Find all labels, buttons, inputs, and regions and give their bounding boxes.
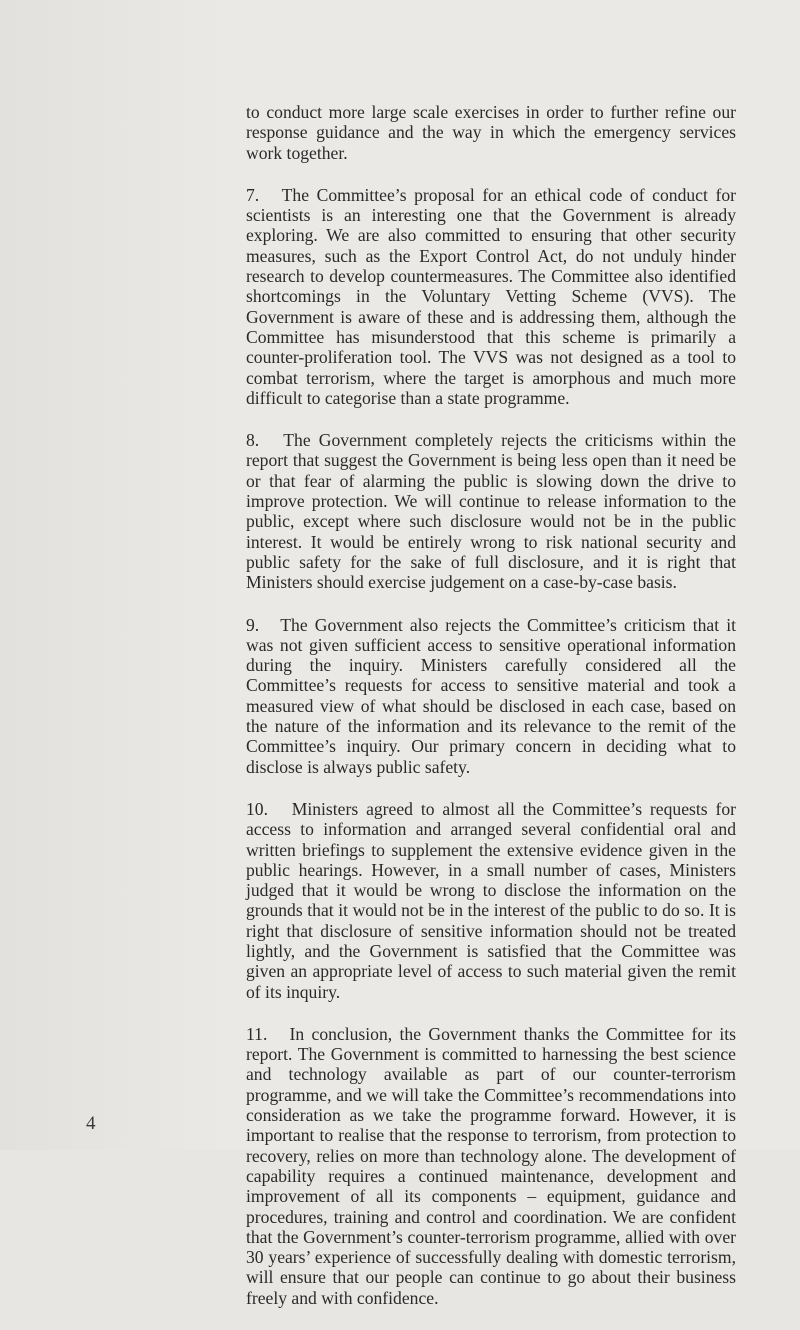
paragraph-number: 11. (246, 1023, 268, 1044)
paragraph-continued (246, 102, 736, 163)
paragraph-8 (246, 430, 736, 592)
paragraph-text: Ministers agreed to almost all the Committee’s requests for access to information and arranged several confidential oral and written briefings to supplement the extensive evidence given in the public hearings. However, in a small number of cases, Ministers judged that it would be wrong to disclose the information on the grounds that it would not be in the interest of the public to do so. It is right that disclosure of sensitive information should not be treated lightly, and the Government is satisfied that the Committee was given an appropriate level of access to such material given the remit of its inquiry. (246, 798, 736, 1002)
page-number: 4 (86, 1113, 96, 1134)
paragraph-text: to conduct more large scale exercises in order to further refine our response guidance and the way in which the emergency services work together. (246, 102, 736, 163)
paragraph-number: 9. (246, 614, 260, 635)
paragraph-11 (246, 1024, 736, 1308)
paragraph-number: 10. (246, 798, 268, 819)
paragraph-number: 8. (246, 430, 260, 451)
paragraph-7 (246, 185, 736, 408)
paragraph-text: The Government completely rejects the criticisms within the report that suggest the Government is being less open than it need be or that fear of alarming the public is slowing down the drive to improve protection. We will continue to release information to the public, except where such disclosure would not be in the public interest. It would be entirely wrong to risk national security and public safety for the sake of full disclosure, and it is right that Ministers should exercise judgement on a case-by-case basis. (246, 430, 736, 593)
paragraph-text: In conclusion, the Government thanks the Committee for its report. The Government is committed to harnessing the best science and technology available as part of our counter-terrorism programme, and we will take the Committee’s recommendations into consideration as we take the programme forward. However, it is important to realise that the response to terrorism, from protection to recovery, relies on more than technology alone. The development of capability requires a continued maintenance, development and improvement of all its components – equipment, guidance and procedures, training and control and coordination. We are confident that the Government’s counter-terrorism programme, allied with over 30 years’ experience of successfully dealing with domestic terrorism, will ensure that our people can continue to go about their business freely and with confidence. (246, 1023, 736, 1308)
paragraph-number: 7. (246, 184, 260, 205)
paragraph-text: The Government also rejects the Committee’s criticism that it was not given sufficient access to sensitive operational information during the inquiry. Ministers carefully considered all the Committee’s requests for access to sensitive material and took a measured view of what should be disclosed in each case, based on the nature of the information and its relevance to the remit of the Committee’s inquiry. Our primary concern in deciding what to disclose is always public safety. (246, 614, 736, 777)
paragraph-text: The Committee’s proposal for an ethical code of conduct for scientists is an interesting one that the Government is already exploring. We are also committed to ensuring that other security measures, such as the Export Control Act, do not unduly hinder research to develop countermeasures. The Committee also identified shortcomings in the Voluntary Vetting Scheme (VVS). The Government is aware of these and is addressing them, although the Committee has misunderstood that this scheme is primarily a counter-proliferation tool. The VVS was not designed as a tool to combat terrorism, where the target is amorphous and much more difficult to categorise than a state programme. (246, 184, 736, 408)
body-text (246, 102, 736, 1330)
paragraph-10 (246, 799, 736, 1002)
paragraph-9 (246, 615, 736, 777)
